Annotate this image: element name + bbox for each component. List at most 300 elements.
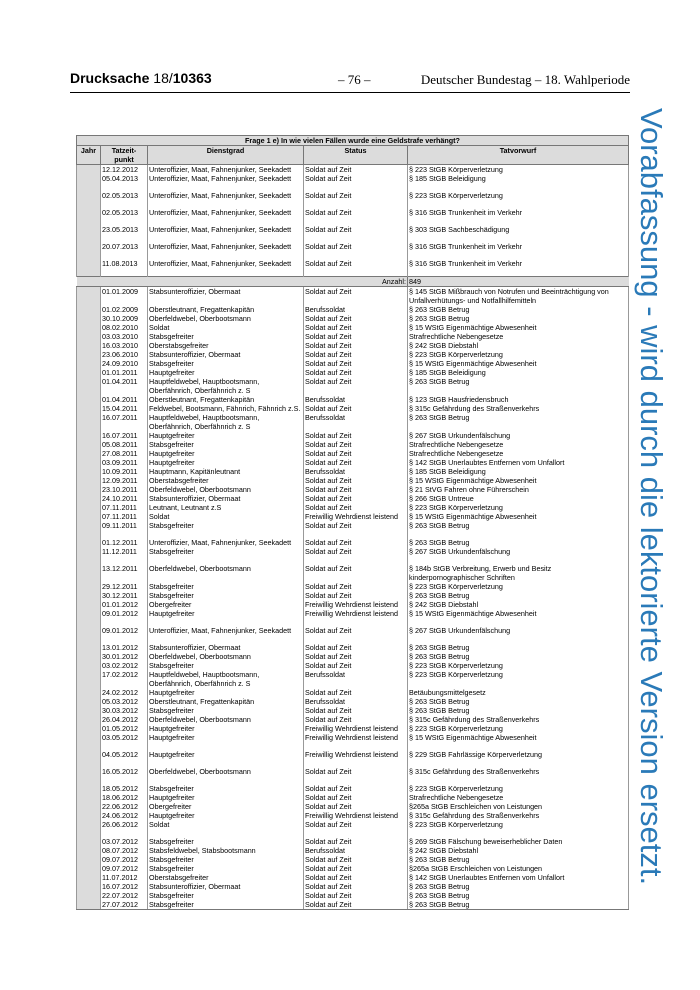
year-cell bbox=[77, 811, 101, 820]
offence-cell: § 263 StGB Betrug bbox=[408, 314, 629, 323]
offence-cell: § 266 StGB Untreue bbox=[408, 494, 629, 503]
table-row bbox=[77, 688, 629, 697]
year-cell bbox=[77, 350, 101, 359]
year-cell bbox=[77, 225, 101, 242]
table-row bbox=[77, 609, 629, 626]
date-cell: 11.07.2012 bbox=[101, 873, 148, 882]
status-cell: Freiwillig Wehrdienst leistend bbox=[304, 811, 408, 820]
status-cell: Freiwillig Wehrdienst leistend bbox=[304, 609, 408, 626]
rank-cell: Hauptgefreiter bbox=[148, 609, 304, 626]
offence-cell: §265a StGB Erschleichen von Leistungen bbox=[408, 864, 629, 873]
offence-cell: § 303 StGB Sachbeschädigung bbox=[408, 225, 629, 242]
date-cell: 12.09.2011 bbox=[101, 476, 148, 485]
date-cell: 29.12.2011 bbox=[101, 582, 148, 591]
year-cell bbox=[77, 600, 101, 609]
year-cell bbox=[77, 846, 101, 855]
status-cell: Soldat auf Zeit bbox=[304, 225, 408, 242]
offence-cell: § 223 StGB Körperverletzung bbox=[408, 350, 629, 359]
year-cell bbox=[77, 305, 101, 314]
offence-cell: § 263 StGB Betrug bbox=[408, 643, 629, 652]
date-cell: 17.02.2012 bbox=[101, 670, 148, 688]
status-cell: Soldat auf Zeit bbox=[304, 359, 408, 368]
rank-cell: Hauptgefreiter bbox=[148, 750, 304, 767]
offence-cell: § 269 StGB Fälschung beweiserheblicher Daten bbox=[408, 837, 629, 846]
date-cell: 30.10.2009 bbox=[101, 314, 148, 323]
table-row bbox=[77, 174, 629, 191]
rank-cell: Hauptgefreiter bbox=[148, 733, 304, 750]
status-cell: Soldat auf Zeit bbox=[304, 287, 408, 306]
table-row bbox=[77, 661, 629, 670]
table-row bbox=[77, 582, 629, 591]
rank-cell: Stabsfeldwebel, Stabsbootsmann bbox=[148, 846, 304, 855]
rank-cell: Oberfeldwebel, Oberbootsmann bbox=[148, 314, 304, 323]
offence-cell: § 263 StGB Betrug bbox=[408, 855, 629, 864]
status-cell: Soldat auf Zeit bbox=[304, 503, 408, 512]
table-row bbox=[77, 341, 629, 350]
year-cell bbox=[77, 670, 101, 688]
year-cell bbox=[77, 626, 101, 643]
offence-cell: Strafrechtliche Nebengesetze bbox=[408, 793, 629, 802]
rank-cell: Stabsgefreiter bbox=[148, 359, 304, 368]
offence-cell: § 263 StGB Betrug bbox=[408, 538, 629, 547]
rank-cell: Unteroffizier, Maat, Fahnenjunker, Seekadett bbox=[148, 225, 304, 242]
year-cell bbox=[77, 485, 101, 494]
status-cell: Soldat auf Zeit bbox=[304, 323, 408, 332]
rank-cell: Oberstleutnant, Fregattenkapitän bbox=[148, 395, 304, 404]
table-row bbox=[77, 323, 629, 332]
year-cell bbox=[77, 404, 101, 413]
year-cell bbox=[77, 431, 101, 440]
offence-cell: § 263 StGB Betrug bbox=[408, 305, 629, 314]
year-cell bbox=[77, 332, 101, 341]
year-cell bbox=[77, 900, 101, 910]
offence-cell: § 123 StGB Hausfriedensbruch bbox=[408, 395, 629, 404]
year-cell bbox=[77, 564, 101, 582]
date-cell: 09.07.2012 bbox=[101, 855, 148, 864]
year-cell bbox=[77, 449, 101, 458]
status-cell: Soldat auf Zeit bbox=[304, 706, 408, 715]
date-cell: 30.01.2012 bbox=[101, 652, 148, 661]
offence-cell: § 223 StGB Körperverletzung bbox=[408, 784, 629, 793]
rank-cell: Stabsunteroffizier, Obermaat bbox=[148, 287, 304, 306]
offence-cell: § 145 StGB Mißbrauch von Notrufen und Beeinträchtigung von Unfallverhütungs- und Notfallhilfemitteln bbox=[408, 287, 629, 306]
publisher: Deutscher Bundestag – 18. Wahlperiode bbox=[420, 72, 630, 87]
offence-cell: § 263 StGB Betrug bbox=[408, 706, 629, 715]
date-cell: 02.05.2013 bbox=[101, 208, 148, 225]
date-cell: 01.01.2011 bbox=[101, 368, 148, 377]
offence-cell: § 185 StGB Beleidigung bbox=[408, 467, 629, 476]
table-row bbox=[77, 512, 629, 521]
rank-cell: Unteroffizier, Maat, Fahnenjunker, Seekadett bbox=[148, 208, 304, 225]
rank-cell: Stabsgefreiter bbox=[148, 332, 304, 341]
status-cell: Soldat auf Zeit bbox=[304, 521, 408, 538]
year-cell bbox=[77, 512, 101, 521]
rank-cell: Hauptgefreiter bbox=[148, 431, 304, 440]
rank-cell: Hauptgefreiter bbox=[148, 449, 304, 458]
rank-cell: Stabsgefreiter bbox=[148, 855, 304, 864]
date-cell: 18.05.2012 bbox=[101, 784, 148, 793]
table-row bbox=[77, 208, 629, 225]
rank-cell: Stabsunteroffizier, Obermaat bbox=[148, 882, 304, 891]
status-cell: Berufssoldat bbox=[304, 305, 408, 314]
offence-cell: § 315c Gefährdung des Straßenverkehrs bbox=[408, 767, 629, 784]
offence-cell: § 15 WStG Eigenmächtige Abwesenheit bbox=[408, 359, 629, 368]
date-cell: 03.09.2011 bbox=[101, 458, 148, 467]
rank-cell: Hauptgefreiter bbox=[148, 811, 304, 820]
rank-cell: Unteroffizier, Maat, Fahnenjunker, Seekadett bbox=[148, 626, 304, 643]
status-cell: Soldat auf Zeit bbox=[304, 882, 408, 891]
rank-cell: Soldat bbox=[148, 512, 304, 521]
rank-cell: Unteroffizier, Maat, Fahnenjunker, Seekadett bbox=[148, 242, 304, 259]
status-cell: Soldat auf Zeit bbox=[304, 404, 408, 413]
year-cell bbox=[77, 873, 101, 882]
date-cell: 07.11.2011 bbox=[101, 503, 148, 512]
rank-cell: Unteroffizier, Maat, Fahnenjunker, Seekadett bbox=[148, 538, 304, 547]
date-cell: 01.12.2011 bbox=[101, 538, 148, 547]
rank-cell: Oberstabsgefreiter bbox=[148, 476, 304, 485]
year-cell bbox=[77, 314, 101, 323]
table-row bbox=[77, 458, 629, 467]
offence-cell: § 263 StGB Betrug bbox=[408, 377, 629, 395]
table-row bbox=[77, 591, 629, 600]
table-row bbox=[77, 564, 629, 582]
date-cell: 13.12.2011 bbox=[101, 564, 148, 582]
table-row bbox=[77, 626, 629, 643]
offence-table bbox=[76, 135, 629, 910]
offence-cell: § 184b StGB Verbreitung, Erwerb und Besitz kinderpornographischer Schriften bbox=[408, 564, 629, 582]
date-cell: 01.04.2011 bbox=[101, 395, 148, 404]
date-cell: 03.05.2012 bbox=[101, 733, 148, 750]
year-cell bbox=[77, 259, 101, 277]
date-cell: 15.04.2011 bbox=[101, 404, 148, 413]
date-cell: 10.09.2011 bbox=[101, 467, 148, 476]
offence-cell: Strafrechtliche Nebengesetze bbox=[408, 440, 629, 449]
status-cell: Soldat auf Zeit bbox=[304, 314, 408, 323]
rank-cell: Stabsgefreiter bbox=[148, 440, 304, 449]
offence-cell: § 229 StGB Fahrlässige Körperverletzung bbox=[408, 750, 629, 767]
offence-cell: § 242 StGB Diebstahl bbox=[408, 846, 629, 855]
column-header: Status bbox=[304, 146, 408, 165]
offence-cell: § 316 StGB Trunkenheit im Verkehr bbox=[408, 259, 629, 277]
status-cell: Soldat auf Zeit bbox=[304, 476, 408, 485]
table-row bbox=[77, 287, 629, 306]
date-cell: 12.12.2012 bbox=[101, 165, 148, 175]
year-cell bbox=[77, 413, 101, 431]
offence-cell: § 263 StGB Betrug bbox=[408, 413, 629, 431]
rank-cell: Hauptgefreiter bbox=[148, 688, 304, 697]
date-cell: 24.06.2012 bbox=[101, 811, 148, 820]
year-cell bbox=[77, 208, 101, 225]
year-cell bbox=[77, 242, 101, 259]
year-cell bbox=[77, 341, 101, 350]
date-cell: 01.02.2009 bbox=[101, 305, 148, 314]
page-header bbox=[70, 70, 630, 90]
status-cell: Soldat auf Zeit bbox=[304, 494, 408, 503]
rank-cell: Oberfeldwebel, Oberbootsmann bbox=[148, 767, 304, 784]
date-cell: 09.07.2012 bbox=[101, 864, 148, 873]
status-cell: Berufssoldat bbox=[304, 697, 408, 706]
year-cell bbox=[77, 538, 101, 547]
status-cell: Soldat auf Zeit bbox=[304, 873, 408, 882]
year-cell bbox=[77, 287, 101, 306]
offence-cell: § 263 StGB Betrug bbox=[408, 891, 629, 900]
table-row bbox=[77, 882, 629, 891]
rank-cell: Oberfeldwebel, Oberbootsmann bbox=[148, 485, 304, 494]
table-row bbox=[77, 802, 629, 811]
offence-cell: § 21 StVG Fahren ohne Führerschein bbox=[408, 485, 629, 494]
offence-cell: § 15 WStG Eigenmächtige Abwesenheit bbox=[408, 609, 629, 626]
table-row bbox=[77, 697, 629, 706]
offence-cell: § 223 StGB Körperverletzung bbox=[408, 670, 629, 688]
status-cell: Berufssoldat bbox=[304, 846, 408, 855]
count-label: Anzahl: bbox=[77, 277, 408, 287]
year-cell bbox=[77, 503, 101, 512]
offence-cell: § 223 StGB Körperverletzung bbox=[408, 165, 629, 175]
rank-cell: Feldwebel, Bootsmann, Fähnrich, Fähnrich z.S. bbox=[148, 404, 304, 413]
date-cell: 09.01.2012 bbox=[101, 609, 148, 626]
year-cell bbox=[77, 591, 101, 600]
status-cell: Soldat auf Zeit bbox=[304, 864, 408, 873]
date-cell: 03.07.2012 bbox=[101, 837, 148, 846]
status-cell: Freiwillig Wehrdienst leistend bbox=[304, 750, 408, 767]
watermark-text: Vorabfassung - wird durch die lektorierte Version ersetzt. bbox=[634, 108, 669, 886]
offence-cell: § 223 StGB Körperverletzung bbox=[408, 582, 629, 591]
status-cell: Soldat auf Zeit bbox=[304, 652, 408, 661]
rank-cell: Hauptfeldwebel, Hauptbootsmann, Oberfähnrich, Oberfähnrich z. S bbox=[148, 377, 304, 395]
rank-cell: Oberfeldwebel, Oberbootsmann bbox=[148, 652, 304, 661]
table-row bbox=[77, 305, 629, 314]
status-cell: Soldat auf Zeit bbox=[304, 538, 408, 547]
table-row bbox=[77, 503, 629, 512]
status-cell: Freiwillig Wehrdienst leistend bbox=[304, 724, 408, 733]
table-row bbox=[77, 350, 629, 359]
offence-cell: §265a StGB Erschleichen von Leistungen bbox=[408, 802, 629, 811]
rank-cell: Oberfeldwebel, Oberbootsmann bbox=[148, 564, 304, 582]
year-cell bbox=[77, 864, 101, 873]
offence-cell: § 263 StGB Betrug bbox=[408, 900, 629, 910]
status-cell: Soldat auf Zeit bbox=[304, 661, 408, 670]
status-cell: Soldat auf Zeit bbox=[304, 900, 408, 910]
table-row bbox=[77, 733, 629, 750]
table-row bbox=[77, 547, 629, 564]
rank-cell: Unteroffizier, Maat, Fahnenjunker, Seekadett bbox=[148, 259, 304, 277]
table-row bbox=[77, 643, 629, 652]
rank-cell: Unteroffizier, Maat, Fahnenjunker, Seekadett bbox=[148, 174, 304, 191]
offence-cell: § 263 StGB Betrug bbox=[408, 882, 629, 891]
status-cell: Soldat auf Zeit bbox=[304, 688, 408, 697]
date-cell: 04.05.2012 bbox=[101, 750, 148, 767]
rank-cell: Oberstabsgefreiter bbox=[148, 341, 304, 350]
status-cell: Soldat auf Zeit bbox=[304, 891, 408, 900]
date-cell: 11.08.2013 bbox=[101, 259, 148, 277]
year-cell bbox=[77, 547, 101, 564]
year-cell bbox=[77, 793, 101, 802]
column-header: Jahr bbox=[77, 146, 101, 165]
offence-cell: § 315c Gefährdung des Straßenverkehrs bbox=[408, 404, 629, 413]
date-cell: 24.10.2011 bbox=[101, 494, 148, 503]
status-cell: Soldat auf Zeit bbox=[304, 431, 408, 440]
date-cell: 16.07.2011 bbox=[101, 413, 148, 431]
offence-cell: § 142 StGB Unerlaubtes Entfernen vom Unfallort bbox=[408, 873, 629, 882]
date-cell: 08.07.2012 bbox=[101, 846, 148, 855]
offence-cell: § 15 WStG Eigenmächtige Abwesenheit bbox=[408, 733, 629, 750]
table-row bbox=[77, 891, 629, 900]
status-cell: Soldat auf Zeit bbox=[304, 547, 408, 564]
table-row bbox=[77, 652, 629, 661]
rank-cell: Hauptfeldwebel, Hauptbootsmann, Oberfähnrich, Oberfähnrich z. S bbox=[148, 413, 304, 431]
status-cell: Soldat auf Zeit bbox=[304, 591, 408, 600]
year-cell bbox=[77, 706, 101, 715]
status-cell: Soldat auf Zeit bbox=[304, 485, 408, 494]
table-row bbox=[77, 332, 629, 341]
rank-cell: Stabsgefreiter bbox=[148, 591, 304, 600]
status-cell: Berufssoldat bbox=[304, 670, 408, 688]
year-cell bbox=[77, 891, 101, 900]
status-cell: Soldat auf Zeit bbox=[304, 564, 408, 582]
date-cell: 30.03.2012 bbox=[101, 706, 148, 715]
offence-cell: § 185 StGB Beleidigung bbox=[408, 368, 629, 377]
date-cell: 11.12.2011 bbox=[101, 547, 148, 564]
offence-cell: Betäubungsmittelgesetz bbox=[408, 688, 629, 697]
offence-cell: § 315c Gefährdung des Straßenverkehrs bbox=[408, 811, 629, 820]
status-cell: Soldat auf Zeit bbox=[304, 784, 408, 793]
offence-cell: § 223 StGB Körperverletzung bbox=[408, 820, 629, 837]
page-number: – 76 – bbox=[338, 72, 371, 87]
table-row bbox=[77, 793, 629, 802]
rank-cell: Hauptgefreiter bbox=[148, 793, 304, 802]
date-cell: 01.04.2011 bbox=[101, 377, 148, 395]
table-row bbox=[77, 377, 629, 395]
rank-cell: Stabsgefreiter bbox=[148, 891, 304, 900]
year-cell bbox=[77, 521, 101, 538]
rank-cell: Stabsunteroffizier, Obermaat bbox=[148, 643, 304, 652]
offence-cell: § 142 StGB Unerlaubtes Entfernen vom Unfallort bbox=[408, 458, 629, 467]
rank-cell: Stabsgefreiter bbox=[148, 521, 304, 538]
date-cell: 02.05.2013 bbox=[101, 191, 148, 208]
year-cell bbox=[77, 165, 101, 175]
rank-cell: Soldat bbox=[148, 820, 304, 837]
status-cell: Soldat auf Zeit bbox=[304, 242, 408, 259]
table-row bbox=[77, 855, 629, 864]
date-cell: 09.01.2012 bbox=[101, 626, 148, 643]
year-cell bbox=[77, 750, 101, 767]
rank-cell: Unteroffizier, Maat, Fahnenjunker, Seekadett bbox=[148, 165, 304, 175]
offence-cell: § 315c Gefährdung des Straßenverkehrs bbox=[408, 715, 629, 724]
offence-cell: § 263 StGB Betrug bbox=[408, 652, 629, 661]
offence-cell: Strafrechtliche Nebengesetze bbox=[408, 332, 629, 341]
table-row bbox=[77, 395, 629, 404]
date-cell: 16.07.2012 bbox=[101, 882, 148, 891]
status-cell: Soldat auf Zeit bbox=[304, 341, 408, 350]
count-value: 849 bbox=[408, 277, 629, 287]
table-row bbox=[77, 368, 629, 377]
table-row bbox=[77, 467, 629, 476]
status-cell: Soldat auf Zeit bbox=[304, 174, 408, 191]
rank-cell: Hauptgefreiter bbox=[148, 458, 304, 467]
date-cell: 23.10.2011 bbox=[101, 485, 148, 494]
year-cell bbox=[77, 323, 101, 332]
date-cell: 07.11.2011 bbox=[101, 512, 148, 521]
status-cell: Soldat auf Zeit bbox=[304, 820, 408, 837]
year-cell bbox=[77, 652, 101, 661]
rank-cell: Soldat bbox=[148, 323, 304, 332]
year-cell bbox=[77, 882, 101, 891]
offence-cell: § 15 WStG Eigenmächtige Abwesenheit bbox=[408, 476, 629, 485]
status-cell: Soldat auf Zeit bbox=[304, 377, 408, 395]
year-cell bbox=[77, 697, 101, 706]
header-row bbox=[77, 146, 629, 165]
date-cell: 08.02.2010 bbox=[101, 323, 148, 332]
header-rule bbox=[70, 92, 630, 93]
table-row bbox=[77, 165, 629, 175]
year-cell bbox=[77, 440, 101, 449]
year-cell bbox=[77, 715, 101, 724]
rank-cell: Oberstleutnant, Fregattenkapitän bbox=[148, 697, 304, 706]
rank-cell: Oberstleutnant, Fregattenkapitän bbox=[148, 305, 304, 314]
table-row bbox=[77, 846, 629, 855]
table-row bbox=[77, 670, 629, 688]
rank-cell: Oberfeldwebel, Oberbootsmann bbox=[148, 715, 304, 724]
table-row bbox=[77, 900, 629, 910]
count-row bbox=[77, 277, 629, 287]
rank-cell: Obergefreiter bbox=[148, 802, 304, 811]
date-cell: 05.04.2013 bbox=[101, 174, 148, 191]
status-cell: Soldat auf Zeit bbox=[304, 802, 408, 811]
date-cell: 22.07.2012 bbox=[101, 891, 148, 900]
year-cell bbox=[77, 395, 101, 404]
table-row bbox=[77, 715, 629, 724]
date-cell: 23.06.2010 bbox=[101, 350, 148, 359]
date-cell: 01.01.2009 bbox=[101, 287, 148, 306]
rank-cell: Stabsgefreiter bbox=[148, 900, 304, 910]
table-row bbox=[77, 242, 629, 259]
table-row bbox=[77, 485, 629, 494]
year-cell bbox=[77, 582, 101, 591]
status-cell: Soldat auf Zeit bbox=[304, 582, 408, 591]
year-cell bbox=[77, 733, 101, 750]
offence-cell: § 316 StGB Trunkenheit im Verkehr bbox=[408, 208, 629, 225]
table-row bbox=[77, 837, 629, 846]
offence-cell: § 267 StGB Urkundenfälschung bbox=[408, 431, 629, 440]
rank-cell: Hauptgefreiter bbox=[148, 724, 304, 733]
rank-cell: Hauptfeldwebel, Hauptbootsmann, Oberfähnrich, Oberfähnrich z. S bbox=[148, 670, 304, 688]
date-cell: 01.01.2012 bbox=[101, 600, 148, 609]
table-row bbox=[77, 820, 629, 837]
table-row bbox=[77, 191, 629, 208]
status-cell: Soldat auf Zeit bbox=[304, 368, 408, 377]
question-text: Frage 1 e) In wie vielen Fällen wurde eine Geldstrafe verhängt? bbox=[77, 136, 629, 146]
rank-cell: Leutnant, Leutnant z.S bbox=[148, 503, 304, 512]
year-cell bbox=[77, 174, 101, 191]
rank-cell: Hauptmann, Kapitänleutnant bbox=[148, 467, 304, 476]
offence-cell: § 223 StGB Körperverletzung bbox=[408, 503, 629, 512]
rank-cell: Stabsgefreiter bbox=[148, 864, 304, 873]
status-cell: Soldat auf Zeit bbox=[304, 793, 408, 802]
table-row bbox=[77, 259, 629, 277]
status-cell: Soldat auf Zeit bbox=[304, 165, 408, 175]
rank-cell: Stabsunteroffizier, Obermaat bbox=[148, 350, 304, 359]
date-cell: 27.07.2012 bbox=[101, 900, 148, 910]
offence-cell: § 263 StGB Betrug bbox=[408, 521, 629, 538]
rank-cell: Stabsgefreiter bbox=[148, 784, 304, 793]
status-cell: Soldat auf Zeit bbox=[304, 767, 408, 784]
table-row bbox=[77, 440, 629, 449]
date-cell: 09.11.2011 bbox=[101, 521, 148, 538]
offence-cell: § 267 StGB Urkundenfälschung bbox=[408, 547, 629, 564]
status-cell: Freiwillig Wehrdienst leistend bbox=[304, 512, 408, 521]
year-cell bbox=[77, 767, 101, 784]
date-cell: 24.09.2010 bbox=[101, 359, 148, 368]
